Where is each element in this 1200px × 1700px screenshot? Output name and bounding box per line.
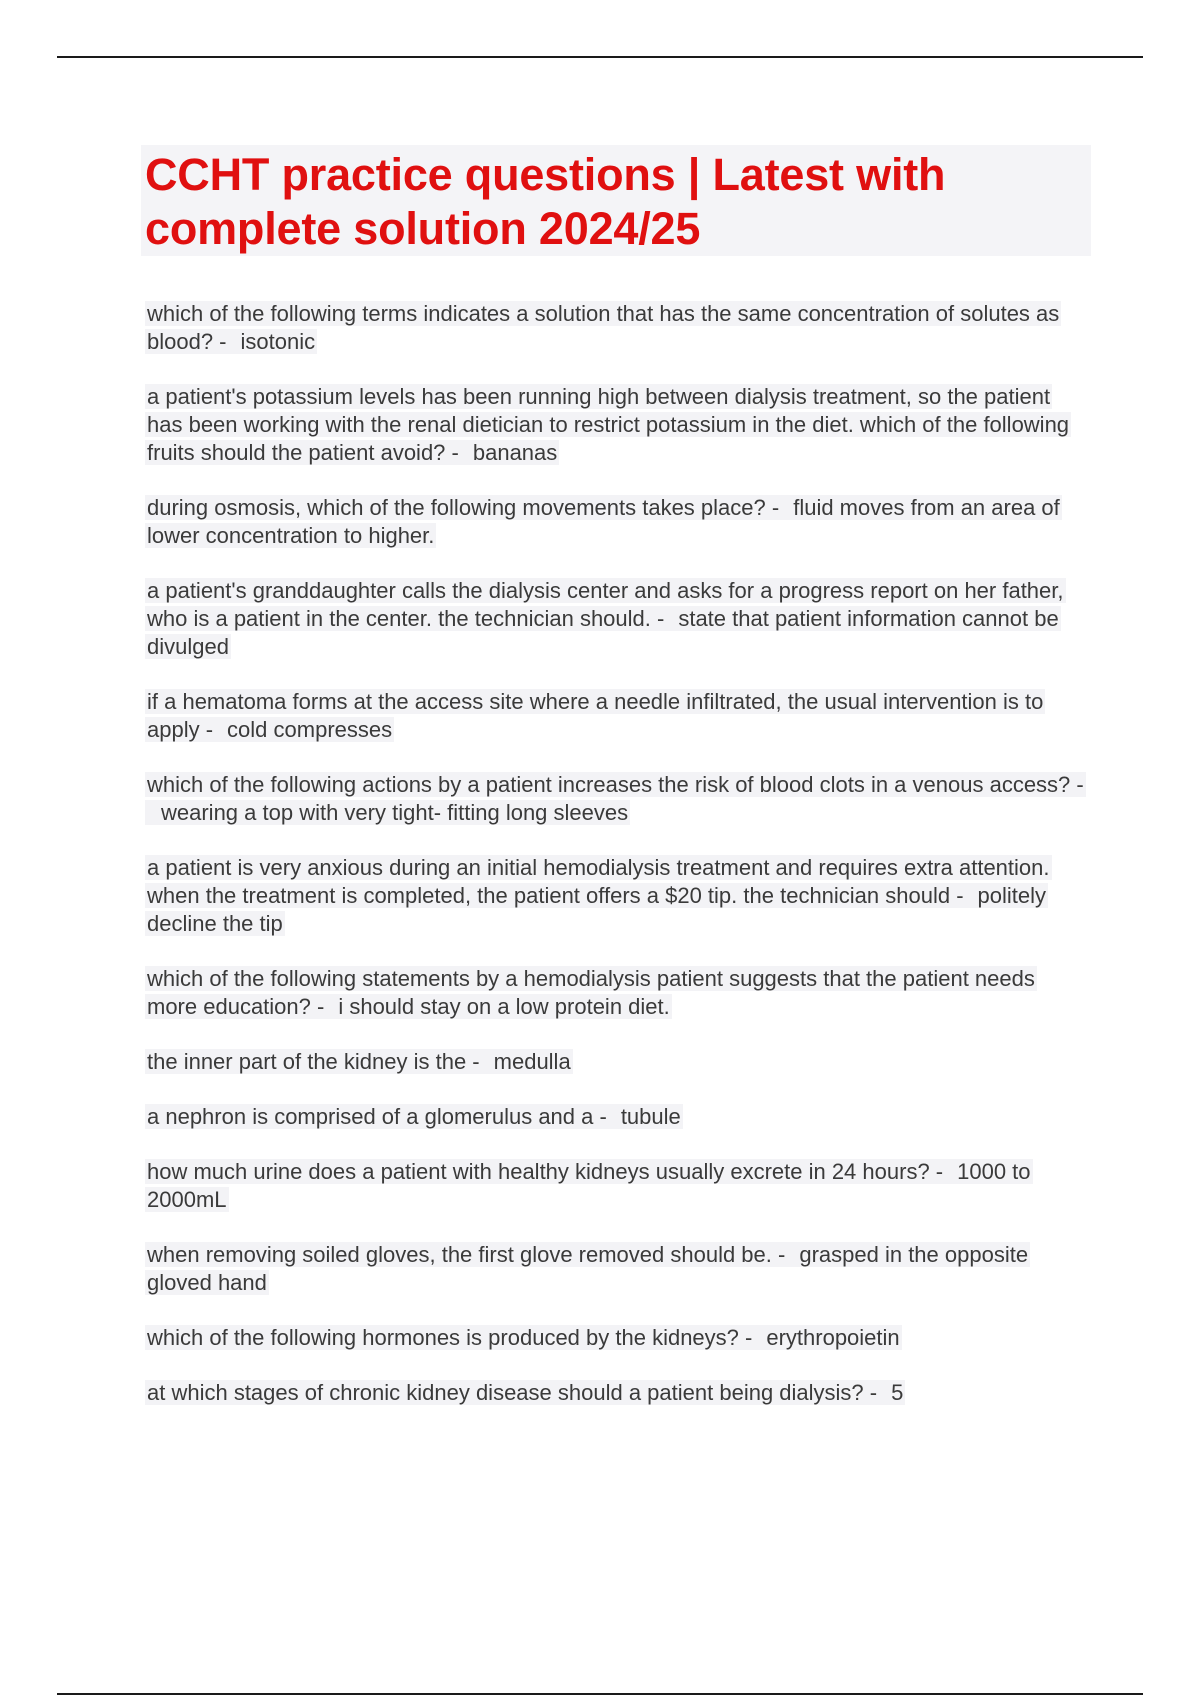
question-text: at which stages of chronic kidney disease should a patient being dialysis? -	[147, 1380, 878, 1405]
answer-text: cold compresses	[227, 717, 393, 742]
question-text: the inner part of the kidney is the -	[147, 1049, 480, 1074]
answer-text: state that patient information cannot be divulged	[147, 606, 1059, 659]
answer-text: politely decline the tip	[147, 883, 1047, 936]
qa-item	[145, 383, 1090, 467]
answer-text: fluid moves from an area of lower concentration to higher.	[147, 495, 1060, 548]
qa-item	[145, 688, 1090, 744]
answer-text: 5	[891, 1380, 904, 1405]
answer-text: 1000 to 2000mL	[147, 1159, 1031, 1212]
qa-list	[145, 300, 1090, 1407]
top-rule	[57, 56, 1143, 58]
qa-item	[145, 1103, 1090, 1131]
title-banner	[141, 145, 1091, 256]
question-text: which of the following terms indicates a solution that has the same concentration of solutes as blood? -	[147, 301, 1060, 354]
qa-item	[145, 965, 1090, 1021]
answer-text: medulla	[493, 1049, 571, 1074]
answer-text: wearing a top with very tight- fitting long sleeves	[161, 800, 629, 825]
question-text: a patient's granddaughter calls the dialysis center and asks for a progress report on her father, who is a patient in the center. the technician should. -	[147, 578, 1064, 631]
qa-item	[145, 1048, 1090, 1076]
bottom-rule	[57, 1693, 1143, 1695]
question-text: if a hematoma forms at the access site where a needle infiltrated, the usual intervention is to apply -	[147, 689, 1044, 742]
qa-item	[145, 494, 1090, 550]
answer-text: isotonic	[240, 329, 316, 354]
qa-item	[145, 1241, 1090, 1297]
answer-text: bananas	[472, 440, 558, 465]
question-text: how much urine does a patient with healthy kidneys usually excrete in 24 hours? -	[147, 1159, 944, 1184]
question-text: a patient is very anxious during an initial hemodialysis treatment and requires extra attention. when the treatment is completed, the patient offers a $20 tip. the technician should -	[147, 855, 1050, 908]
question-text: a patient's potassium levels has been running high between dialysis treatment, so the patient has been working with the renal dietician to restrict potassium in the diet. which of the following fruits should the patient avoid? -	[147, 384, 1070, 465]
qa-item	[145, 771, 1090, 827]
qa-item	[145, 854, 1090, 938]
question-text: when removing soiled gloves, the first glove removed should be. -	[147, 1242, 786, 1267]
answer-text: tubule	[620, 1104, 681, 1129]
question-text: a nephron is comprised of a glomerulus and a -	[147, 1104, 607, 1129]
document-title: CCHT practice questions | Latest with complete solution 2024/25	[145, 149, 946, 254]
question-text: which of the following statements by a hemodialysis patient suggests that the patient needs more education? -	[147, 966, 1035, 1019]
qa-item	[145, 1324, 1090, 1352]
question-text: during osmosis, which of the following movements takes place? -	[147, 495, 780, 520]
question-text: which of the following hormones is produced by the kidneys? -	[147, 1325, 753, 1350]
qa-item	[145, 577, 1090, 661]
answer-text: grasped in the opposite gloved hand	[147, 1242, 1029, 1295]
qa-item	[145, 1379, 1090, 1407]
qa-item	[145, 1158, 1090, 1214]
question-text: which of the following actions by a patient increases the risk of blood clots in a venous access? -	[147, 772, 1084, 797]
qa-item	[145, 300, 1090, 356]
answer-text: i should stay on a low protein diet.	[338, 994, 670, 1019]
answer-text: erythropoietin	[766, 1325, 900, 1350]
